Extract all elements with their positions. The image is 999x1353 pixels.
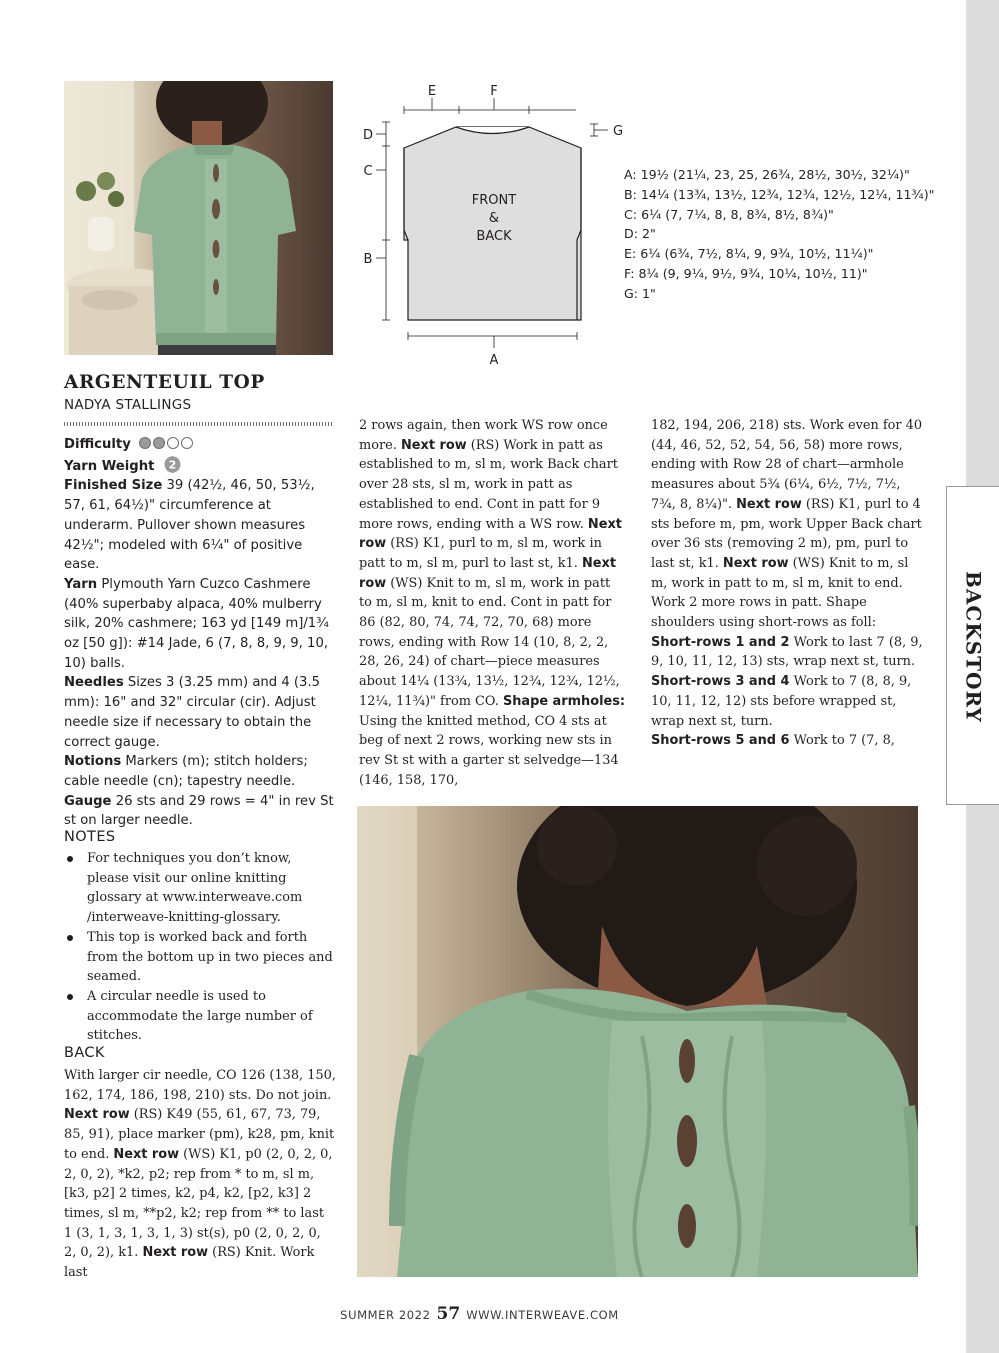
measurement-row: D: 2" [624, 226, 656, 242]
difficulty-dot-icon [167, 437, 179, 449]
title-divider [64, 422, 333, 426]
diagram-label-front: FRONT [471, 193, 517, 208]
website-label: WWW.INTERWEAVE.COM [466, 1308, 619, 1322]
difficulty-dot-icon [153, 437, 165, 449]
diagram-letter-c: C [363, 164, 373, 179]
measurement-row: G: 1" [624, 285, 656, 301]
diagram-letter-b: B [363, 252, 373, 267]
difficulty-rating [139, 437, 193, 449]
diagram-letter-d: D [362, 128, 374, 143]
diagram-label-amp: & [488, 211, 500, 226]
diagram-letter-a: A [489, 353, 499, 368]
model-photo-back [64, 81, 333, 355]
instructions-column-2: 2 rows again, then work WS row once more. Next row (RS) Work in patt as established to m, sl m, work Back chart over 28 sts, sl m, work in patt as established to end. Cont in patt for 9 more rows, ending with a WS row. Next row (RS) K1, purl to m, sl m, work in patt to m, sl m, purl to last st, k1. Next row (WS) Knit to m, sl m, work in patt to m, sl m, knit to end. Cont in patt for 86 (82, 80, 74, 74, 72, 70, 68) more rows, ending with Row 14 (10, 8, 2, 2, 28, 26, 24) of chart—piece measures about 14¼ (13¾, 13½, 12¾, 12¾, 12½, 12¼, 11¾)" from CO. Shape armholes: Using the knitted method, CO 4 sts at beg of next 2 rows, working new sts in rev St st with a garter st selvedge—134 (146, 158, 170, [359, 418, 626, 788]
diagram-letter-e: E [427, 84, 437, 99]
section-tab [946, 486, 999, 805]
notes-item: For techniques you don’t know, please visit our online knitting glossary at www.interweave.com /interweave-knitting-glossary. [64, 849, 336, 928]
diagram-label-back: BACK [476, 229, 512, 244]
notes-item: A circular needle is used to accommodate the large number of stitches. [64, 987, 336, 1046]
yarn-weight-icon [163, 455, 182, 474]
diagram-letter-f: F [490, 84, 498, 99]
notes-list [64, 849, 336, 1046]
measurements-list [624, 165, 934, 304]
measurement-row: A: 19½ (21¼, 23, 25, 26¾, 28½, 30½, 32¼)" [624, 167, 910, 182]
difficulty-row: Difficulty [64, 435, 336, 455]
issue-label: SUMMER 2022 [340, 1308, 431, 1322]
back-instructions: With larger cir needle, CO 126 (138, 150, 162, 174, 186, 198, 210) sts. Do not join. Next row (RS) K49 (55, 61, 67, 73, 79, 85, 91), place marker (pm), k28, pm, knit to end. Next row (WS) K1, p0 (2, 0, 2, 0, 2, 0, 2), *k2, p2; rep from * to m, sl m, [k3, p2] 2 times, k2, p4, k2, [p2, k3] 2 times, sl m, **p2, k2; rep from ** to last 1 (3, 1, 3, 1, 3, 1, 3) st(s), p0 (2, 0, 2, 0, 2, 0, 2), k1. Next row (RS) Knit. Work last [64, 1068, 336, 1281]
yarn-weight-row: Yarn Weight 2 [64, 455, 336, 477]
pattern-title: ARGENTEUIL TOP [64, 372, 265, 393]
designer-name: NADYA STALLINGS [64, 397, 192, 413]
finished-size: Finished Size 39 (42½, 46, 50, 53½, 57, 61, 64½)" circumference at underarm. Pullover shown measures 42½"; modeled with 6¼" of positive ease. [64, 478, 315, 573]
difficulty-dot-icon [181, 437, 193, 449]
page-footer [0, 1304, 999, 1324]
svg-text:2: 2 [168, 458, 176, 472]
needles-spec: Needles Sizes 3 (3.25 mm) and 4 (3.5 mm): 16" and 32" circular (cir). Adjust needle size if necessary to obtain the correct gauge. [64, 675, 321, 750]
model-photo-closeup [357, 806, 918, 1277]
difficulty-dot-icon [139, 437, 151, 449]
notions-spec: Notions Markers (m); stitch holders; cable needle (cn); tapestry needle. [64, 754, 308, 789]
page-number: 57 [436, 1304, 461, 1324]
notes-heading: NOTES [64, 829, 116, 845]
schematic-diagram [356, 80, 646, 370]
instructions-column-3: 182, 194, 206, 218) sts. Work even for 40 (44, 46, 52, 52, 54, 56, 58) more rows, ending with Row 28 of chart—armhole measures about 5¾ (6¼, 6½, 7½, 7½, 7¾, 8, 8¼)". Next row (RS) K1, purl to 4 sts before m, pm, work Upper Back chart over 36 sts (removing 2 m), pm, purl to last st, k1. Next row (WS) Knit to m, sl m, work in patt to m, sl m, knit to end. Work 2 more rows in patt. Shape shoulders using short-rows as foll: Short-rows 1 and 2 Work to last 7 (8, 9, 9, 10, 11, 12, 13) sts, wrap next st, turn. Short-rows 3 and 4 Work to 7 (8, 8, 9, 10, 11, 12, 12) sts before wrapped st, wrap next st, turn. Short-rows 5 and 6 Work to 7 (7, 8, [651, 418, 923, 749]
pattern-specs [64, 435, 336, 831]
back-heading: BACK [64, 1045, 105, 1061]
diagram-letter-g: G [612, 124, 624, 139]
measurement-row: E: 6¼ (6¾, 7½, 8¼, 9, 9¾, 10½, 11¼)" [624, 246, 874, 262]
measurement-row: B: 14¼ (13¾, 13½, 12¾, 12¾, 12½, 12¼, 11¾)" [624, 186, 935, 202]
gauge-spec: Gauge 26 sts and 29 rows = 4" in rev St st on larger needle. [64, 793, 334, 829]
measurement-row: F: 8¼ (9, 9¼, 9½, 9¾, 10¼, 10½, 11)" [624, 265, 868, 281]
yarn-spec: Yarn Plymouth Yarn Cuzco Cashmere (40% superbaby alpaca, 40% mulberry silk, 20% cashmere; 163 yd [149 m]/1¾ oz [50 g]): #14 Jade, 6 (7, 8, 8, 9, 9, 10, 10) balls. [64, 576, 329, 671]
section-tab-label: BACKSTORY [961, 570, 986, 723]
measurement-row: C: 6¼ (7, 7¼, 8, 8, 8¾, 8½, 8¾)" [624, 206, 834, 222]
notes-item: This top is worked back and forth from the bottom up in two pieces and seamed. [64, 928, 336, 987]
